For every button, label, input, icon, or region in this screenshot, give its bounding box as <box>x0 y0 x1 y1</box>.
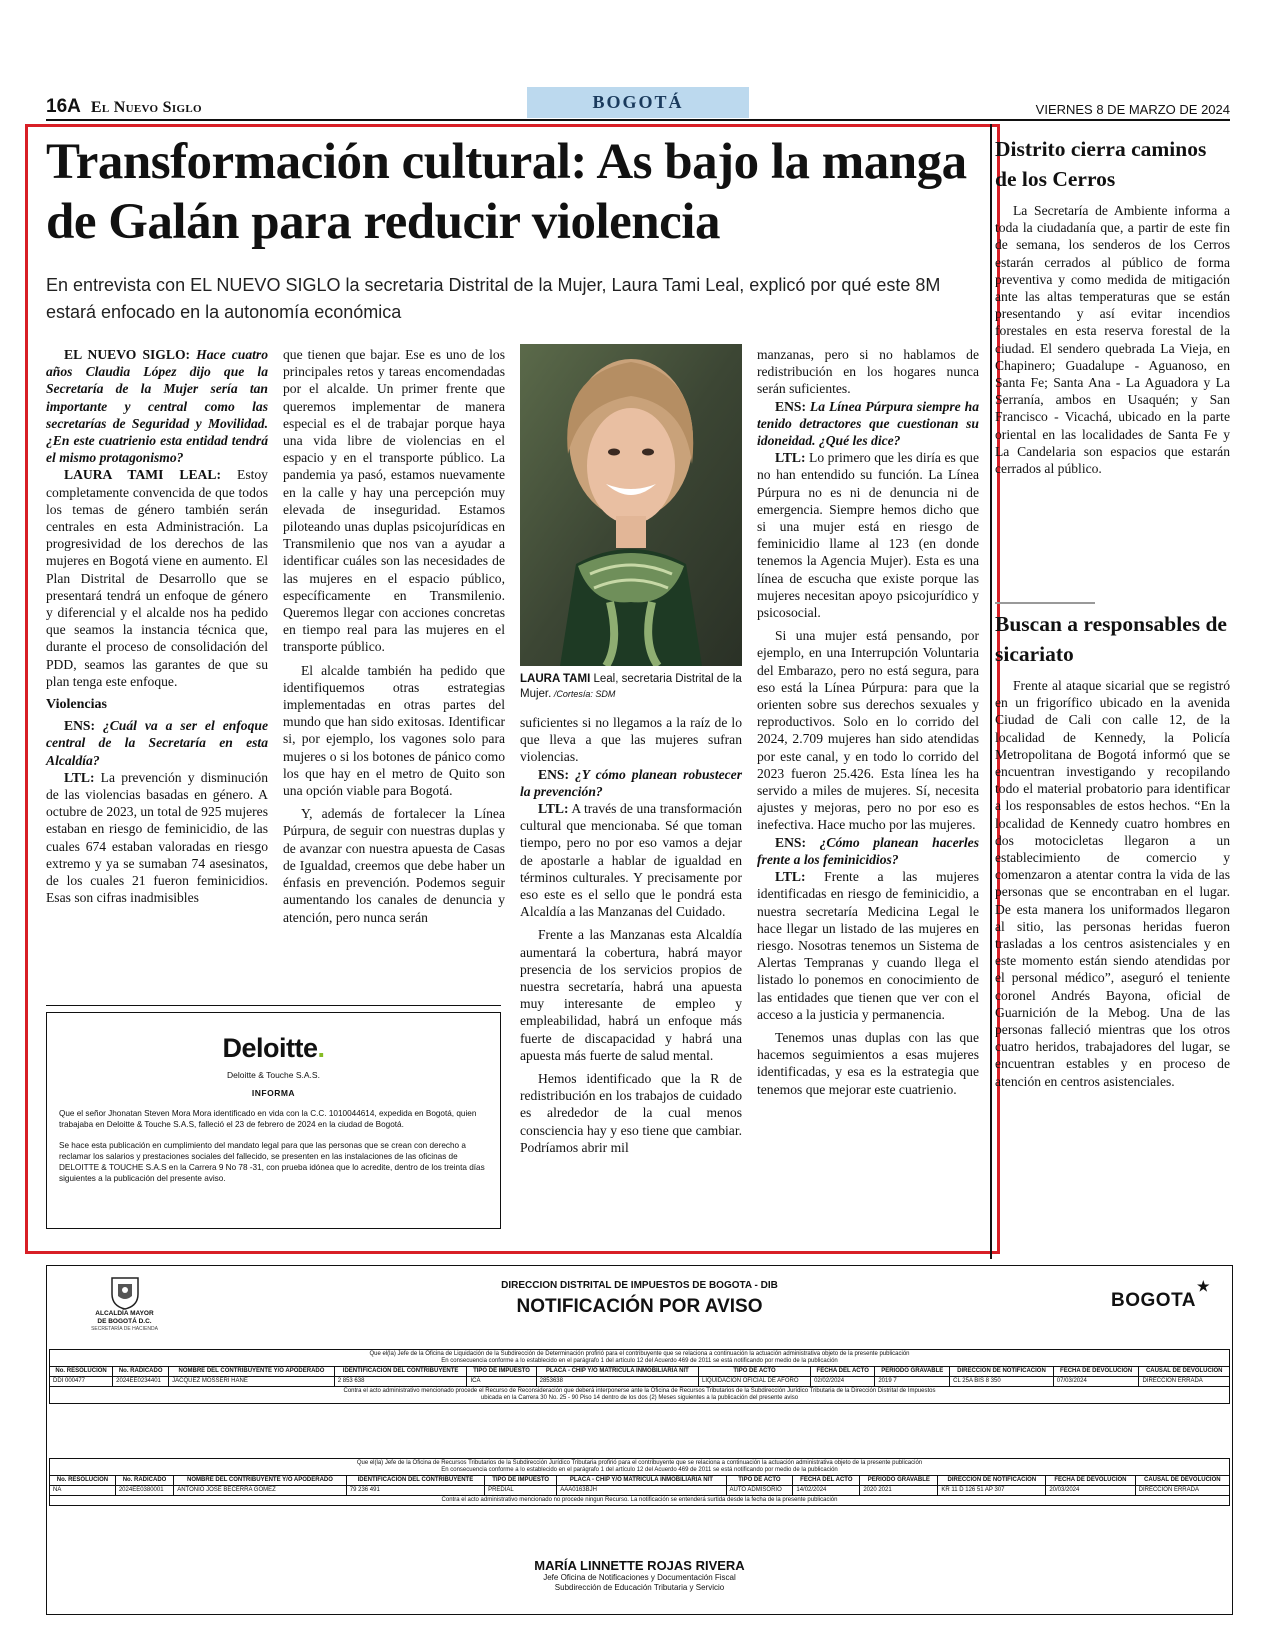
deloitte-paragraph-2: Se hace esta publicación en cumplimiento del mandato legal para que las personas que se crean con derecho a reclamar los salarios y prestaciones sociales del fallecido, se presenten en las instalaciones de las oficinas de DELOITTE & TOUCHE S.A.S en la Carrera 9 No 78 -31, con prueba idónea que lo acredite, dentro de los treinta días siguientes a la publicación del presente aviso. <box>59 1141 485 1183</box>
sidebar-story-1 <box>995 134 1230 477</box>
header-rule <box>46 119 1230 121</box>
sidebar-story-body: La Secretaría de Ambiente informa a toda la ciudadanía que, a partir de este fin de semana, los senderos de los Cerros estarán cerrados al público de forma preventiva y como medida de mitigación ante las altas temperaturas que se están presentando y así evitar incendios forestales en esta reserva forestal de la ciudad. El sendero quebrada La Vieja, en Chapinero; Guadalupe - Aguanoso, en Santa Fe; Santa Ana - La Aguadora y La Serranía, ambos en Usaquén; y San Francisco - Vicachá, ubicado en la parte oriental en las localidades de Santa Fe y La Candelaria son espacios que estarán cerrados al público. <box>995 203 1230 477</box>
tax-title: NOTIFICACIÓN POR AVISO <box>516 1296 763 1317</box>
answer: LAURA TAMI LEAL: Estoy completamente convencida de que todos los temas de género también serán centrales en esta Administración. La progresividad de los derechos de las mujeres en Bogotá viene en aumento. El Plan Distrital de Desarrollo que se presentará tendrá un enfoque de género y diferencial y el alcalde nos ha pedido que seamos la instancia técnica que, durante el proceso de consolidación del PDD, seamos las garantes de que su plan tenga este enfoque. <box>46 467 268 689</box>
deloitte-informa: INFORMA <box>251 1088 296 1098</box>
question: ENS: La Línea Púrpura siempre ha tenido detractores que cuestionan su idoneidad. ¿Qué les dice? <box>757 398 979 449</box>
deloitte-paragraph-1: Que el señor Jhonatan Steven Mora Mora identificado en vida con la C.C. 1010044614, expedida en Bogotá, quien trabajaba en Deloitte & Touche S.A.S, falleció el 23 de febrero de 2024 en la ciudad de Bogotá. <box>59 1109 477 1129</box>
article-deck: En entrevista con EL NUEVO SIGLO la secretaria Distrital de la Mujer, Laura Tami Leal, explicó por qué este 8M estará enfocado en la autonomía económica <box>46 275 941 322</box>
paragraph: suficientes si no llegamos a la raíz de lo que lleva a que las mujeres sufran violencias. <box>520 715 742 765</box>
sidebar-rule <box>990 124 992 1259</box>
tax-row-note: Contra el acto administrativo mencionado no procede ningun Recurso. La notificación se entenderá surtida desde la fecha de la presente publicación <box>50 1496 1230 1506</box>
question: ENS: ¿Cuál va a ser el enfoque central de la Secretaría en esta Alcaldía? <box>46 718 268 768</box>
question: EL NUEVO SIGLO: Hace cuatro años Claudia López dijo que la Secretaría de la Mujer sería tan importante y central como las secretarías de Seguridad y Movilidad. ¿En este cuatrienio esta entidad tendrá el mismo protagonismo? <box>46 347 268 466</box>
sidebar-separator <box>995 602 1095 604</box>
answer: LTL: A través de una transformación cultural que mencionaba. Sé que toman tiempo, pero no por eso vamos a dejar de apostarle a hablar de igualdad en términos culturales. Y precisamente por eso este es el sello que le pondrá esta Alcaldía a las Manzanas del Cuidado. <box>520 801 742 920</box>
notice-top-rule <box>46 1005 501 1006</box>
tax-table-1 <box>49 1349 1230 1404</box>
tax-table-header: No. RESOLUCION No. RADICADO NOMBRE DEL CONTRIBUYENTE Y/O APODERADO IDENTIFICACION DEL CONTRIBUYENTE TIPO DE IMPUESTO PLACA - CHIP Y/O MATRICULA INMOBILIARIA NIT TIPO DE ACTO FECHA DEL ACTO PERIODO GRAVABLE DIRECCION DE NOTIFICACION FECHA DE DEVOLUCION CAUSAL DE DEVOLUCION <box>50 1367 1230 1377</box>
signer-name: MARÍA LINNETTE ROJAS RIVERA <box>534 1558 745 1573</box>
sidebar-story-2 <box>995 609 1230 1090</box>
table-row: DDI 000477 2024EE0234401 JACQUEZ MOSSERI HANE 2 853 638 ICA 2853638 LIQUIDACION OFICIAL DE AFORO 02/02/2024 2019 7 CL 25A BIS 8 350 07/03/2024 DIRECCION ERRADA <box>50 1377 1230 1387</box>
deloitte-company: Deloitte & Touche S.A.S. <box>227 1070 320 1080</box>
tax-intro: Que el(la) Jefe de la Oficina de Recursos Tributarios de la Subdirección Jurídico Tributaria profirió para el contribuyente que se relaciona a continuación la actuación administrativa objeto de la presente publicación En consecuencia conforme a lo establecido en el parágrafo 1 del artículo 12 del Acuerdo 469 de 2011 se está notificando por medio de la publicación <box>50 1459 1230 1476</box>
signer-office: Subdirección de Educación Tributaria y Servicio <box>554 1583 725 1592</box>
section-label: BOGOTÁ <box>527 87 749 118</box>
paragraph: Y, además de fortalecer la Línea Púrpura, de seguir con nuestras duplas y de avanzar con nuestra apuesta de Casas de Igualdad, creemos que debe haber un énfasis en prevención. Podemos seguir aumentando los canales de denuncia y atención, pero nunca serán <box>283 806 505 925</box>
star-icon: ★ <box>1196 1278 1210 1294</box>
subheading: Violencias <box>46 697 107 713</box>
question: ENS: ¿Y cómo planean robustecer la prevención? <box>520 766 742 799</box>
article-column-3 <box>520 714 742 1156</box>
tax-notice <box>46 1265 1233 1615</box>
bogota-brand-logo: BOGOTA ★ <box>1111 1278 1210 1311</box>
newspaper-name: El Nuevo Siglo <box>90 99 202 116</box>
paragraph: Frente a las Manzanas esta Alcaldía aumentará la cobertura, habrá mayor presencia de los servicios propios de nuestra secretaría, habrá una apuesta muy interesante de empleo y empleabilidad, habrá un enfoque más fuerte de discapacidad y habrá una apuesta más fuerte de salud mental. <box>520 927 742 1063</box>
page-header-left <box>46 96 202 118</box>
answer: LTL: Frente a las mujeres identificadas en riesgo de feminicidio, a nuestra secretaría Medicina Legal le hace llegar un listado de las mujeres en riesgo. Nosotras tenemos un Sistema de Alertas Tempranas y cuando llega el listado lo ponemos en conocimiento de las entidades que tienen que ver con el acceso a la justicia y permanencia. <box>757 869 979 1022</box>
article-column-2 <box>283 346 505 926</box>
signer-role: Jefe Oficina de Notificaciones y Documentación Fiscal <box>543 1573 736 1582</box>
question: ENS: ¿Cómo planean hacerles frente a los feminicidios? <box>757 834 979 867</box>
tax-table-2 <box>49 1458 1230 1506</box>
paragraph: Si una mujer está pensando, por ejemplo, en una Interrupción Voluntaria del Embarazo, pero no está segura, para eso está la Línea Púrpura: para que la orienten sobre sus derechos sexuales y reproductivos. Solo en lo corrido del 2024, 2.709 mujeres han sido atendidas por este canal, y en todo lo corrido del 2023 fueron 25.426. Esta línea les ha servido a miles de mujeres. Sí, necesita ajustes y mejoras, pero no por eso es inefectiva. Hace mucho por las mujeres. <box>757 628 979 833</box>
portrait-illustration <box>520 344 742 666</box>
tax-row-note: Contra el acto administrativo mencionado procede el Recurso de Reconsideración que deberá interponerse ante la Oficina de Recursos Tributarios de la Subdirección Jurídico Tributaria de la Dirección Distrital de Impuestos ubicada en la Carrera 30 No. 25 - 90 Piso 14 dentro de los dos (2) Meses siguientes a la publicación del presente aviso <box>50 1387 1230 1404</box>
table-row: NA 2024EE0380001 ANTONIO JOSE BECERRA GOMEZ 79 236 491 PREDIAL AAA0163BJH AUTO ADMISORIO 14/02/2024 2020 2021 KR 11 D 126 51 AP 307 20/03/2024 DIRECCION ERRADA <box>50 1486 1230 1496</box>
deloitte-logo: Deloitte. <box>222 1033 325 1063</box>
paragraph: Tenemos unas duplas con las que hacemos seguimientos a esas mujeres identificadas, y esa es la estrategia que tenemos que mejorar este cuatrienio. <box>757 1029 979 1097</box>
answer: LTL: La prevención y disminución de las violencias basadas en género. A octubre de 2023, un total de 925 mujeres estaban en riesgo de feminicidio, de las cuales 674 estaban valoradas en riesgo extremo y ya se sumaban 74 asesinatos, de los cuales 21 fueron feminicidios. Esas son cifras inadmisibles <box>46 769 268 906</box>
issue-date: VIERNES 8 DE MARZO DE 2024 <box>1035 102 1230 117</box>
deloitte-notice <box>46 1012 501 1229</box>
sidebar-story-title: Distrito cierra caminos de los Cerros <box>995 137 1207 191</box>
article-column-1 <box>46 346 268 907</box>
paragraph: Hemos identificado que la R de redistribución en los trabajos de cuidado es alrededor de la cual menos consciencia hay y eso tiene que cambiar. Podríamos abrir mil <box>520 1071 742 1155</box>
sidebar-story-title: Buscan a responsables de sicariato <box>995 612 1227 666</box>
tax-table-header: No. RESOLUCION No. RADICADO NOMBRE DEL CONTRIBUYENTE Y/O APODERADO IDENTIFICACION DEL CONTRIBUYENTE TIPO DE IMPUESTO PLACA - CHIP Y/O MATRICULA INMOBILIARIA NIT TIPO DE ACTO FECHA DEL ACTO PERIODO GRAVABLE DIRECCION DE NOTIFICACION FECHA DE DEVOLUCION CAUSAL DE DEVOLUCION <box>50 1476 1230 1486</box>
article-column-4 <box>757 346 979 1098</box>
portrait-photo <box>520 344 742 666</box>
answer: LTL: Lo primero que les diría es que no han entendido su función. La Línea Púrpura no es ni de denuncia ni de emergencia. Siempre hemos dicho que si una mujer está en riesgo de feminicidio llame al 123 (en donde tenemos la Agencia Mujer). Esta es una línea de escucha que existe porque las mujeres necesitan apoyo psicojurídico y psicosocial. <box>757 450 979 621</box>
paragraph: que tienen que bajar. Ese es uno de los principales retos y tareas encomendadas por el alcalde. Un primer frente que queremos implementar de manera especial es el de trabajar porque haya una vida libre de violencias en el espacio y en el transporte público. La pandemia ya pasó, estamos nuevamente en la calle y hay una percepción muy elevada de inseguridad. Estamos piloteando unas duplas psicojurídicas en Transmilenio que nos van a ayudar a identificar cuáles son las necesidades de las mujeres en el espacio público, específicamente en Transmilenio. Queremos llegar con acciones concretas en tiempo real para las mujeres en el transporte público. <box>283 347 505 655</box>
paragraph: El alcalde también ha pedido que identifiquemos otras estrategias implementadas en otras partes del mundo que han sido exitosas. Identificar si, por ejemplo, los vagones solo para mujeres o si los botones de pánico como los que hay en el metro de Quito son una opción viable para Bogotá. <box>283 662 505 799</box>
tax-intro: Que el(la) Jefe de la Oficina de Liquidación de la Subdirección de Determinación profirió para el contribuyente que se relaciona a continuación la actuación administrativa objeto de la presente publicación En consecuencia conforme a lo establecido en el parágrafo 1 del artículo 12 del Acuerdo 469 de 2011 se está notificando por medio de la publicación <box>50 1350 1230 1367</box>
article-headline: Transformación cultural: As bajo la manga de Galán para reducir violencia <box>46 134 967 250</box>
sidebar-story-body: Frente al ataque sicarial que se registró en un frigorífico ubicado en la avenida Ciudad de Cali con calle 12, de la localidad de Kennedy, la Policía Metropolitana de Bogotá informó que se encuentran investigando y recopilando todo el material probatorio para identificar a los responsables de estos hechos. “En la localidad de Kennedy cuatro hombres en dos motocicletas llegaron a un establecimiento de comercio y comenzaron a atentar contra la vida de las personas que se encontraban en el lugar. De esta manera los uniformados llegaron al sitio, las personas heridas fueron trasladas a los centros asistenciales y en este momento están siendo atendidas por el personal médico”, aseguró el teniente coronel Andrés Bayona, oficial de Guarnición de la Mebog. Una de las personas falleció mientras que los otros cuatro heridos, trabajadores del lugar, se encuentran estables y en proceso de atención en centros asistenciales. <box>995 678 1230 1089</box>
photo-caption: LAURA TAMI Leal, secretaria Distrital de la Mujer. /Cortesía: SDM <box>520 673 742 700</box>
tax-directorate: DIRECCION DISTRITAL DE IMPUESTOS DE BOGOTA - DIB <box>501 1280 778 1291</box>
page-number: 16A <box>46 96 81 117</box>
alcaldia-logo: ALCALDÍA MAYOR DE BOGOTÁ D.C. SECRETARÍA DE HACIENDA <box>72 1274 177 1338</box>
tax-signature <box>47 1558 1232 1593</box>
paragraph: manzanas, pero si no hablamos de redistribución en los hogares nunca serán suficientes. <box>757 347 979 397</box>
